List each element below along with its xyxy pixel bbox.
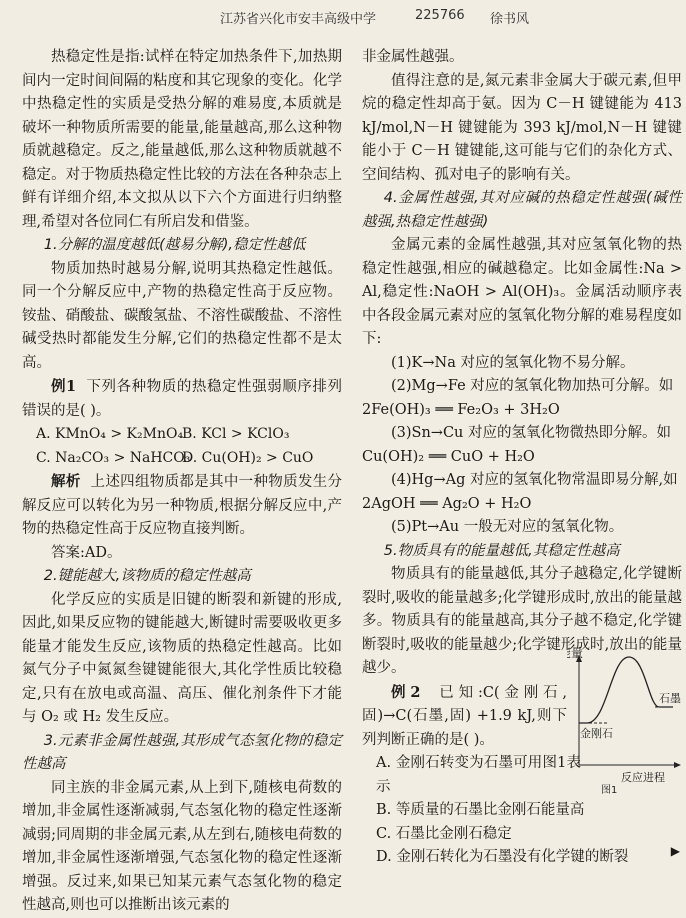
example-2-option-d: D. 金刚石转化为石墨没有化学键的断裂 xyxy=(376,849,629,865)
solution-1 xyxy=(22,470,342,542)
example-1-option-b: B. KCl > KClO₃ xyxy=(182,426,290,442)
example-1-question xyxy=(22,375,342,423)
solution-1-text: 上述四组物质都是其中一种物质发生分解反应可以转化为另一种物质,根据分解反应中,产物的热稳定性高于反应物直接判断。 xyxy=(22,474,343,537)
page-header xyxy=(0,8,686,34)
answer-1: 答案:AD。 xyxy=(51,544,122,561)
list-item-3: (3)Sn→Cu 对应的氢氧化物微热即分解。如 xyxy=(391,425,672,441)
y-axis-label: 量 xyxy=(571,647,584,660)
example-1-option-a: A. KMnO₄ > K₂MnO₄ xyxy=(36,426,184,442)
equation-3: Cu(OH)₂ ══ CuO + H₂O xyxy=(362,448,535,465)
example-2-option-a: A. 金刚石转变为石墨可用图1表示 xyxy=(376,755,581,795)
section-heading-2: 2.键能越大,该物质的稳定性越高 xyxy=(43,568,251,584)
header-author: 徐书风 xyxy=(490,12,530,27)
energy-diagram xyxy=(567,647,683,797)
example-1-label: 例1 xyxy=(51,378,77,395)
graphite-label: 石墨 xyxy=(659,692,681,705)
equation-2: 2Fe(OH)₃ ══ Fe₂O₃ + 3H₂O xyxy=(362,401,560,418)
energy-curve xyxy=(579,657,673,723)
list-item-5: (5)Pt→Au 一般无对应的氢氧化物。 xyxy=(391,519,624,535)
example-1-options xyxy=(22,423,342,470)
x-axis-arrow xyxy=(674,762,681,768)
diamond-label: 金刚石 xyxy=(580,727,613,740)
example-2-option-b: B. 等质量的石墨比金刚石能量高 xyxy=(376,802,585,818)
example-2-text: 已知:C(金刚石,固)→C(石墨,固) +1.9 kJ,则下列判断正确的是( )。 xyxy=(362,684,568,748)
example-2-option-c: C. 石墨比金刚石稳定 xyxy=(376,825,512,842)
header-zip: 225766 xyxy=(415,8,465,23)
section-heading-1: 1.分解的温度越低(越易分解),稳定性越低 xyxy=(43,237,306,253)
intro-paragraph: 热稳定性是指:试样在特定加热条件下,加热期间内一定时间间隔的粘度和其它现象的变化。化学中热稳定性的实质是受热分解的难易度,本质就是破坏一种物质所需要的能量,能量越高,那么这种物质就越稳定。反之,能量越低,那么这种物质就越不稳定。对于物质热稳定性比较的方法在各种杂志上鲜有详细介绍,本文拟从以下六个方面进行归纳整理,希望对各位同仁有所启发和借鉴。 xyxy=(22,49,342,230)
section-4-text: 金属元素的金属性越强,其对应氢氧化物的热稳定性越强,相应的碱越稳定。比如金属性:Na > Al,稳定性:NaOH > Al(OH)₃。金属活动顺序表中各段金属元素对应的氢氧化物分解的难易程度如下: xyxy=(362,237,682,347)
figure-caption: 图1 xyxy=(601,785,618,796)
note-paragraph: 值得注意的是,氮元素非金属大于碳元素,但甲烷的稳定性却高于氨。因为 C－H 键键能为 413 kJ/mol,N－H 键键能为 393 kJ/mol,N－H 键键能小于 C－H 键键能,这可能与它们的杂化方式、空间结构、孤对电子的影响有关。 xyxy=(362,72,682,183)
equation-4: 2AgOH ══ Ag₂O + H₂O xyxy=(362,495,532,512)
solution-1-label: 解析 xyxy=(51,473,81,490)
section-heading-4: 4.金属性越强,其对应碱的热稳定性越强(碱性越强,热稳定性越强) xyxy=(362,190,682,230)
section-heading-3: 3.元素非金属性越强,其形成气态氢化物的稳定性越高 xyxy=(22,732,342,772)
list-item-2: (2)Mg→Fe 对应的氢氧化物加热可分解。如 xyxy=(391,378,674,394)
example-1-option-c: C. Na₂CO₃ > NaHCO₃ xyxy=(36,449,191,466)
x-axis-label: 反应进程 xyxy=(621,771,665,784)
example-1-text: 下列各种物质的热稳定性强弱顺序排列错误的是( )。 xyxy=(22,379,342,419)
list-item-4: (4)Hg→Ag 对应的氢氧化物常温即易分解,如 xyxy=(391,472,678,488)
section-2-text: 化学反应的实质是旧键的断裂和新键的形成,因此,如果反应物的键能越大,断键时需要吸收更多能量才能发生反应,该物质的热稳定性越高。比如氮气分子中氮氮叁键键能很大,其化学性质比较稳定,只有在放电或高温、高压、催化剂条件下才能与 O₂ 或 H₂ 发生反应。 xyxy=(22,591,342,725)
energy-diagram-svg xyxy=(567,647,683,797)
section-5-text: 物质具有的能量越低,其分子越稳定,化学键断裂时,吸收的能量越多;化学键形成时,放出的能量越多。物质具有的能量越高,其分子越不稳定,化学键断裂时,吸收的能量越少;化学键形成时,放出的能量越少。 xyxy=(362,566,682,676)
example-1-option-d: D. Cu(OH)₂ > CuO xyxy=(182,449,314,466)
header-school: 江苏省兴化市安丰高级中学 xyxy=(220,12,377,27)
continue-arrow-icon: ▶ xyxy=(670,844,680,858)
example-2-label: 例2 xyxy=(391,683,421,701)
list-item-1: (1)K→Na 对应的氢氧化物不易分解。 xyxy=(391,354,635,371)
section-3-text: 同主族的非金属元素,从上到下,随核电荷数的增加,非金属性逐渐减弱,气态氢化物的稳定性逐渐减弱;同周期的非金属元素,从左到右,随核电荷数的增加,非金属性逐渐增强,气态氢化物的稳定性逐渐增强。反过来,如果已知某元素气态氢化物的稳定性越高,则也可以推断出该元素的 xyxy=(22,779,342,913)
left-column xyxy=(22,46,342,918)
section-1-text: 物质加热时越易分解,说明其热稳定性越低。同一个分解反应中,产物的热稳定性高于反应物。铵盐、硝酸盐、碳酸氢盐、不溶性碳酸盐、不溶性碱受热时都能发生分解,它们的热稳定性都不是太高。 xyxy=(22,260,342,371)
section-heading-5: 5.物质具有的能量越低,其稳定性越高 xyxy=(383,542,620,559)
example-2-question xyxy=(362,681,567,753)
section-3-continued: 非金属性越强。 xyxy=(362,49,464,65)
